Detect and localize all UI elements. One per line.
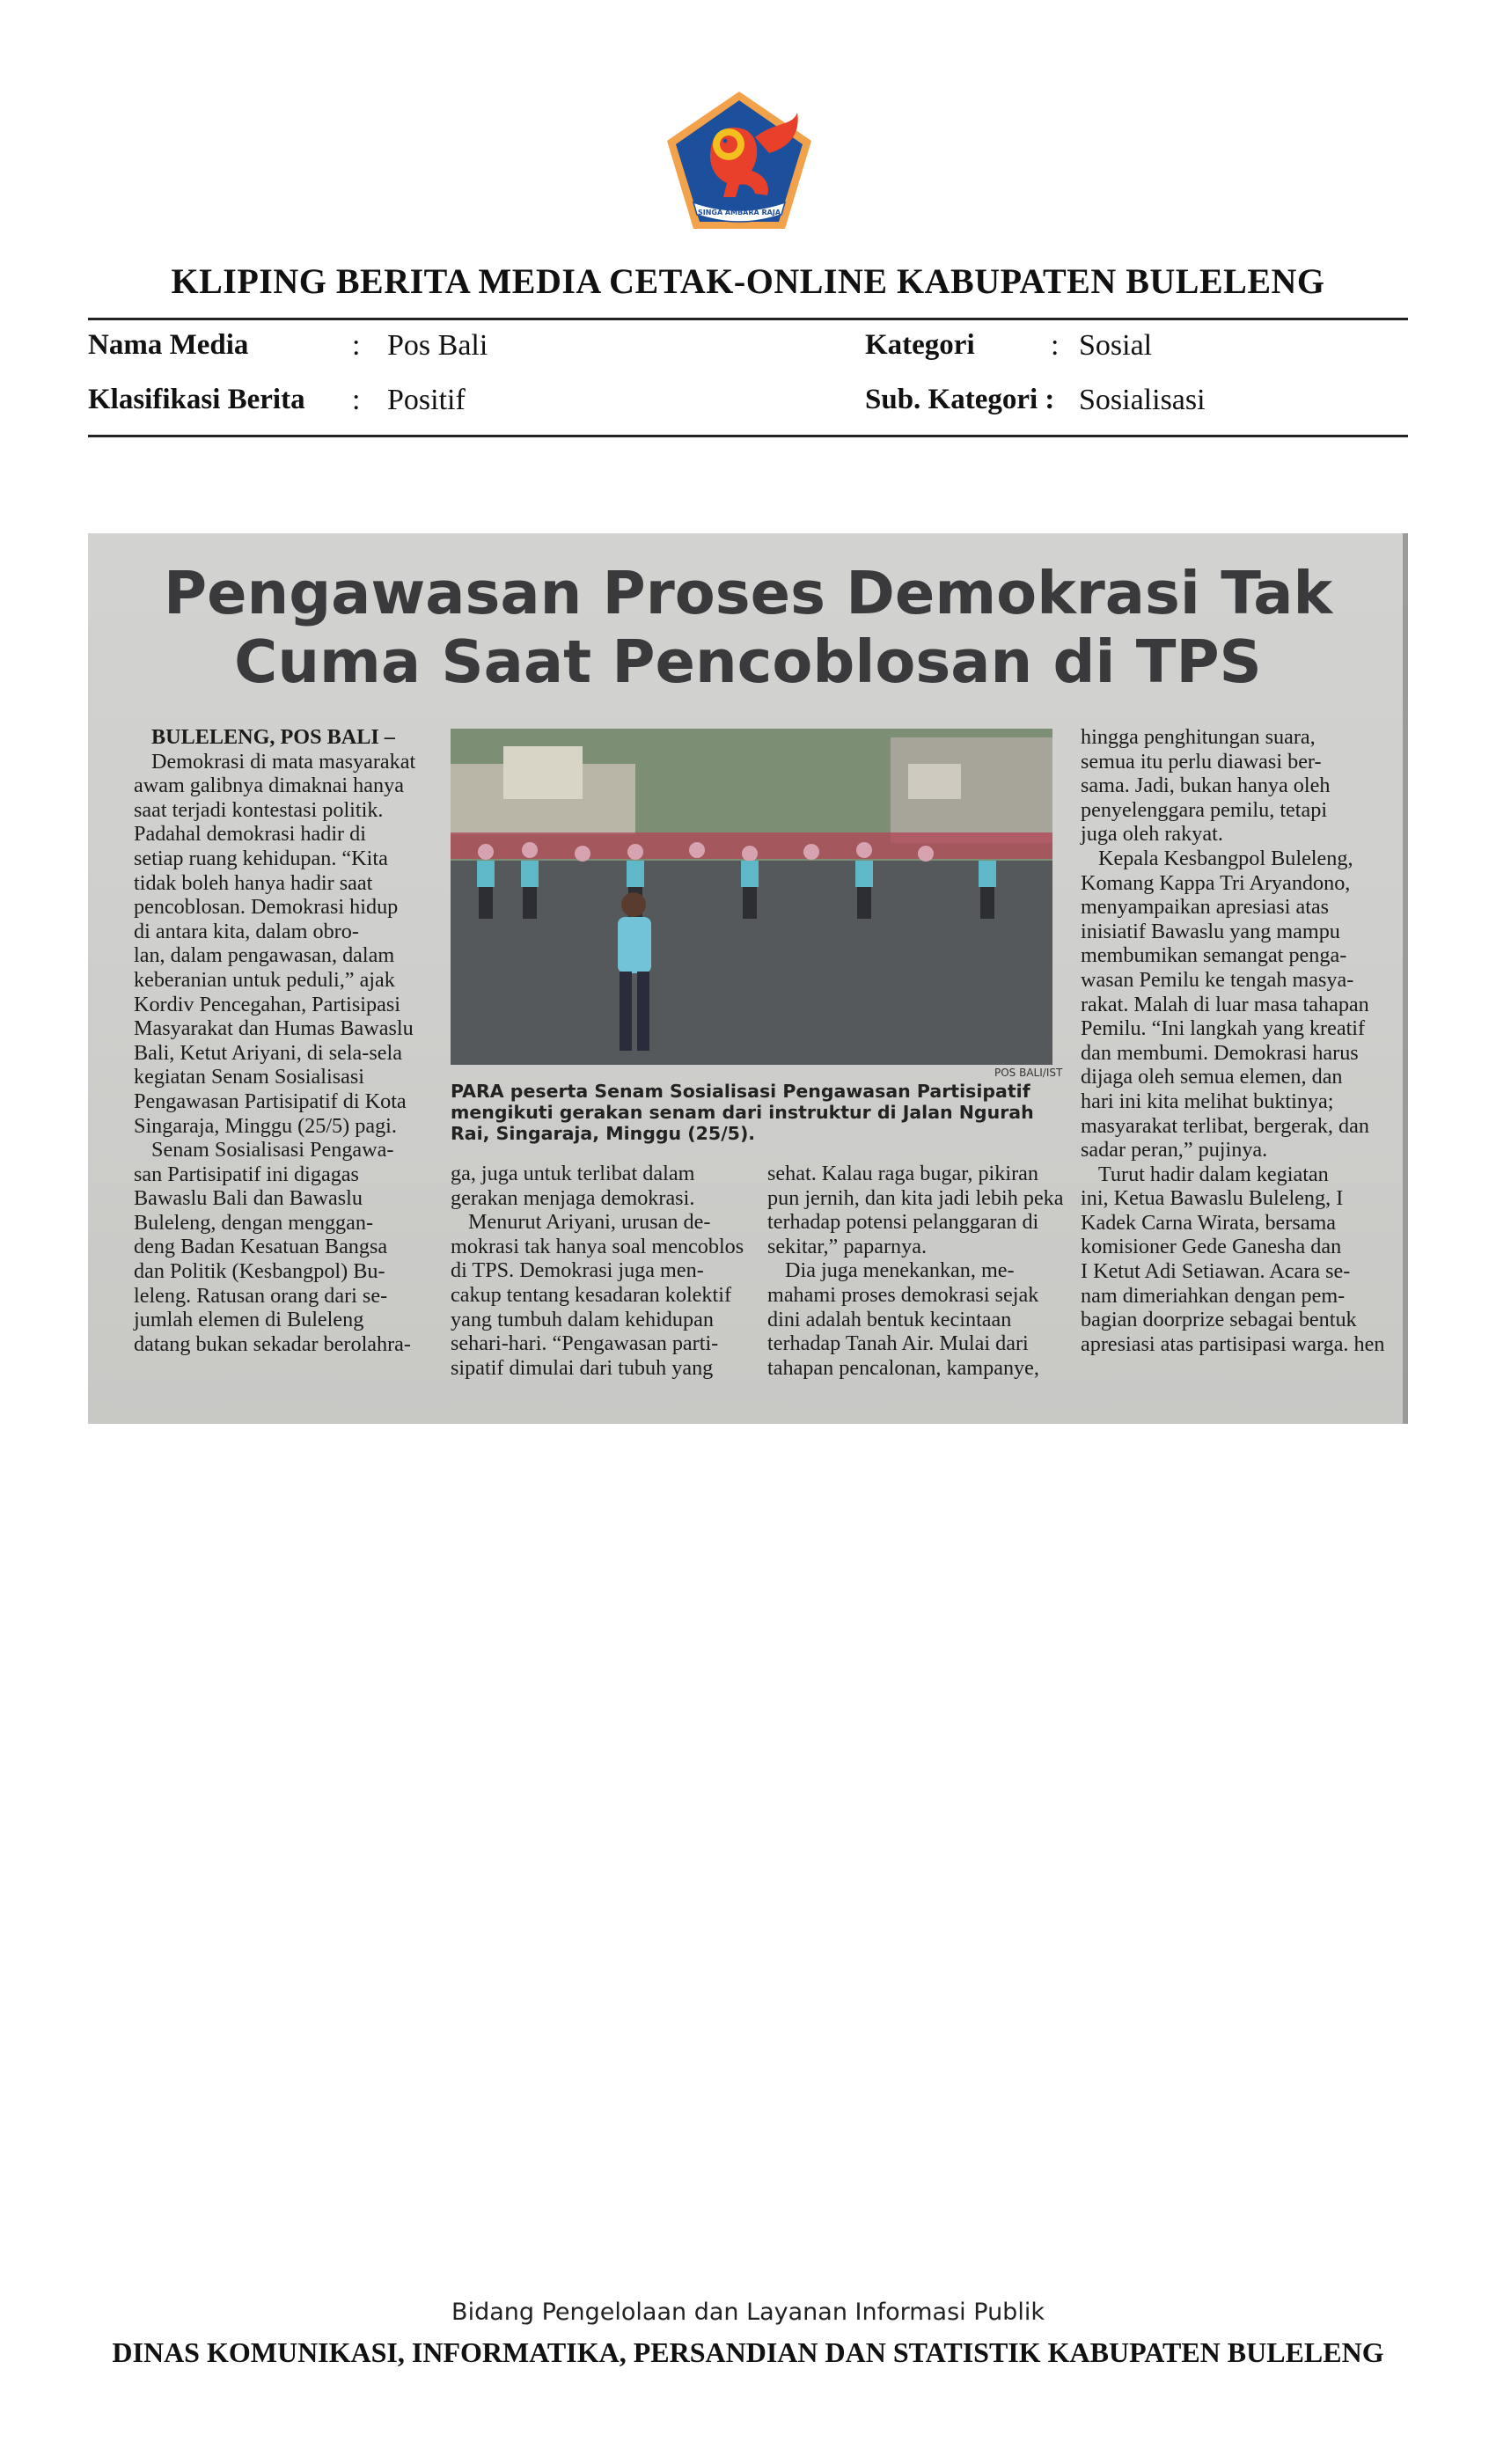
article-text-line: keberanian untuk peduli,” ajak [134,967,395,992]
article-text-line: Kepala Kesbangpol Buleleng, [1098,846,1353,870]
article-text-line: awam galibnya dimaknai hanya [134,774,404,798]
article-text-line: hari ini kita melihat buktinya; [1081,1089,1334,1113]
article-text-line: terhadap potensi pelanggaran di [767,1210,1039,1235]
article-text-line: menyampaikan apresiasi atas [1081,895,1330,920]
article-text-line: pun jernih, dan kita jadi lebih peka [767,1185,1064,1210]
article-text-line: sehari-hari. “Pengawasan parti- [451,1331,719,1356]
article-text-line: gerakan menjaga demokrasi. [451,1185,695,1210]
article-text-line: rakat. Malah di luar masa tahapan [1081,992,1369,1016]
category-value: Sosial [1079,329,1153,362]
article-text-line: sadar peran,” pujinya. [1081,1138,1268,1162]
article-text-line: masyarakat terlibat, bergerak, dan [1081,1113,1369,1138]
article-text-line: Demokrasi di mata masyarakat [151,749,416,774]
photo-caption: PARA peserta Senam Sosialisasi Pengawasan Partisipatif mengikuti gerakan senam dari instruktur di Jalan Ngurah Rai, Singaraja, Minggu (25/5). [451,1081,1034,1144]
category-separator: : [1051,329,1060,362]
article-text-line: membumikan semangat penga- [1081,943,1347,968]
article-text-line: sehat. Kalau raga bugar, pikiran [767,1162,1038,1185]
media-name-separator: : [352,329,361,362]
article-text-line: tidak boleh hanya hadir saat [134,870,373,895]
article-text-line: Kadek Carna Wirata, bersama [1081,1210,1337,1235]
article-text-line: inisiatif Bawaslu yang mampu [1081,919,1340,943]
article-text-line: Kordiv Pencegahan, Partisipasi [134,992,400,1016]
article-text-line: Senam Sosialisasi Pengawa- [151,1138,394,1162]
article-text-line: mahami proses demokrasi sejak [767,1282,1039,1307]
article-text-line: Bawaslu Bali dan Bawaslu [134,1186,363,1211]
logo-banner-text: SINGA AMBARA RAJA [697,209,781,216]
article-column-2 [451,1162,744,1380]
article-text-line: setiap ruang kehidupan. “Kita [134,846,388,870]
classification-value: Positif [387,384,466,416]
article-text-line: apresiasi atas partisipasi warga. hen [1081,1331,1385,1356]
classification-label: Klasifikasi Berita [88,384,305,415]
subcategory-label: Sub. Kategori : [865,384,1055,415]
article-text-line: dan Politik (Kesbangpol) Bu- [134,1259,385,1284]
article-text-line: cakup tentang kesadaran kolektif [451,1282,732,1307]
article-text-line: leleng. Ratusan orang dari se- [134,1283,388,1308]
article-text-line: I Ketut Adi Setiawan. Acara se- [1081,1259,1351,1284]
article-text-line: Dia juga menekankan, me- [785,1258,1015,1283]
article-text-line: lan, dalam pengawasan, dalam [134,943,395,968]
article-text-line: terhadap Tanah Air. Mulai dari [767,1331,1029,1356]
article-headline-line-1: Pengawasan Proses Demokrasi Tak [163,559,1333,627]
article-column-4 [1081,725,1385,1356]
article-text-line: semua itu perlu diawasi ber- [1081,749,1322,774]
article-text-line: sipatif dimulai dari tubuh yang [451,1355,714,1380]
newspaper-clipping [88,533,1408,1424]
article-text-line: Menurut Ariyani, urusan de- [468,1210,711,1235]
photo-credit: POS BALI/IST [994,1067,1063,1079]
category-label: Kategori [865,329,975,361]
article-text-line: deng Badan Kesatuan Bangsa [134,1235,388,1259]
article-text-line: ga, juga untuk terlibat dalam [451,1162,695,1185]
article-text-line: dijaga oleh semua elemen, dan [1081,1065,1343,1089]
article-text-line: kegiatan Senam Sosialisasi [134,1065,364,1089]
article-text-line: Komang Kappa Tri Aryandono, [1081,870,1351,895]
document-title: KLIPING BERITA MEDIA CETAK-ONLINE KABUPATEN BULELENG [171,261,1325,301]
article-text-line: yang tumbuh dalam kehidupan [451,1307,714,1331]
header-bottom-divider [88,435,1408,437]
article-text-line: komisioner Gede Ganesha dan [1081,1235,1342,1259]
article-text-line: penyelenggara pemilu, tetapi [1081,797,1328,822]
article-text-line: sama. Jadi, bukan hanya oleh [1081,774,1331,798]
article-text-line: datang bukan sekadar berolahra- [134,1331,411,1356]
article-text-line: juga oleh rakyat. [1081,822,1223,847]
article-text-line: Singaraja, Minggu (25/5) pagi. [134,1113,397,1138]
article-text-line: ini, Ketua Bawaslu Buleleng, I [1081,1186,1344,1211]
article-text-line: mokrasi tak hanya soal mencoblos [451,1234,744,1258]
article-text-line: pencoblosan. Demokrasi hidup [134,895,399,920]
article-headline-line-2: Cuma Saat Pencoblosan di TPS [234,627,1262,696]
article-text-line: Bali, Ketut Ariyani, di sela-sela [134,1040,402,1065]
article-text-line: san Partisipatif ini digagas [134,1162,359,1186]
classification-separator: : [352,384,361,416]
article-column-3 [767,1162,1064,1380]
article-text-line: bagian doorprize sebagai bentuk [1081,1308,1357,1332]
kabupaten-buleleng-logo [660,86,818,236]
media-name-value: Pos Bali [387,329,488,362]
footer-department: Bidang Pengelolaan dan Layanan Informasi Publik [451,2299,1045,2326]
article-dateline: BULELENG, POS BALI – [151,725,395,749]
article-text-line: Pengawasan Partisipatif di Kota [134,1089,407,1113]
article-column-1 [134,725,468,1356]
article-text-line: Turut hadir dalam kegiatan [1098,1162,1329,1186]
subcategory-value: Sosialisasi [1079,384,1206,416]
article-text-line: nam dimeriahkan dengan pem- [1081,1283,1346,1308]
article-text-line: jumlah elemen di Buleleng [134,1308,364,1332]
article-text-line: hingga penghitungan suara, [1081,725,1316,749]
article-text-line: Masyarakat dan Humas Bawaslu [134,1016,414,1041]
article-text-line: saat terjadi kontestasi politik. [134,797,384,822]
article-text-line: Padahal demokrasi hadir di [134,822,366,847]
article-text-line: sekitar,” paparnya. [767,1234,928,1258]
article-text-line: dan membumi. Demokrasi harus [1081,1040,1359,1065]
article-text-line: di antara kita, dalam obro- [134,919,359,943]
article-text-line: Pemilu. “Ini langkah yang kreatif [1081,1016,1366,1041]
article-text-line: wasan Pemilu ke tengah masya- [1081,967,1354,992]
article-text-line: Buleleng, dengan menggan- [134,1210,374,1235]
footer-agency: DINAS KOMUNIKASI, INFORMATIKA, PERSANDIAN DAN STATISTIK KABUPATEN BULELENG [112,2336,1384,2368]
article-photo [451,729,1052,1065]
article-text-line: tahapan pencalonan, kampanye, [767,1355,1039,1380]
article-text-line: dini adalah bentuk kecintaan [767,1307,1012,1331]
header-top-divider [88,318,1408,320]
media-name-label: Nama Media [88,329,249,361]
article-text-line: di TPS. Demokrasi juga men- [451,1258,704,1283]
